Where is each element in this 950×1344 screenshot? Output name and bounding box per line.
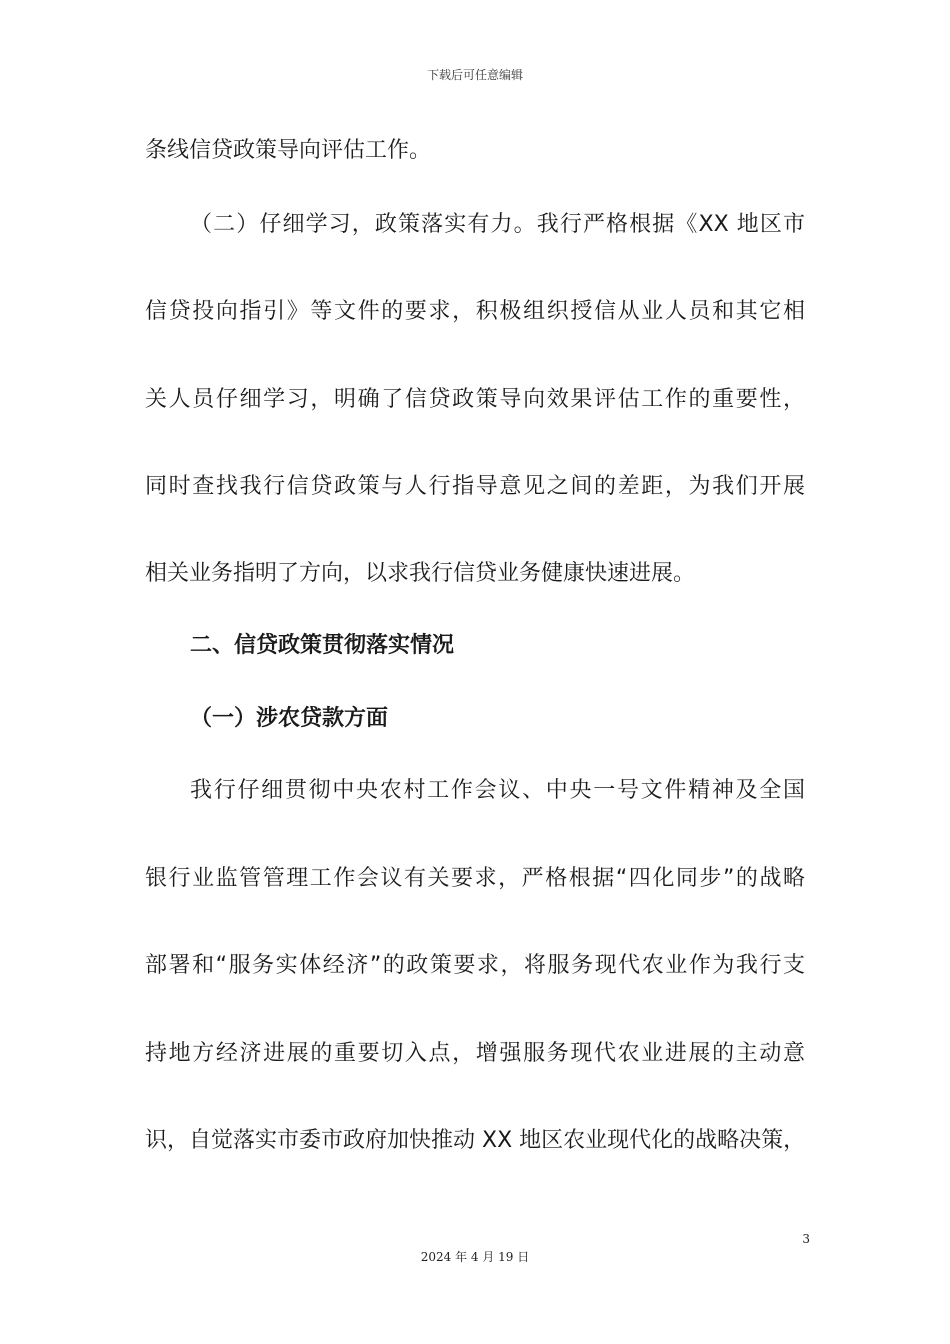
body-line: 相关业务指明了方向，以求我行信贷业务健康快速进展。 [145,561,696,586]
body-line: 同时查找我行信贷政策与人行指导意见之间的差距，为我们开展 [145,474,805,499]
subsection-heading: （一）涉农贷款方面 [190,706,389,731]
footer-date: 2024 年 4 月 19 日 [420,1250,530,1264]
body-line: 识，自觉落实市委市政府加快推动 XX 地区农业现代化的战略决策， [145,1128,806,1153]
body-line: 信贷投向指引》等文件的要求，积极组织授信从业人员和其它相 [145,299,805,324]
section-heading: 二、信贷政策贯彻落实情况 [190,633,455,658]
body-line: 持地方经济进展的重要切入点，增强服务现代农业进展的主动意 [145,1041,805,1066]
body-line: 部署和“服务实体经济”的政策要求，将服务现代农业作为我行支 [145,953,805,978]
body-line: 我行仔细贯彻中央农村工作会议、中央一号文件精神及全国 [190,778,805,803]
body-line: （二）仔细学习，政策落实有力。我行严格根据《XX 地区市 [190,212,805,237]
header-note: 下载后可任意编辑 [426,68,523,82]
body-line: 条线信贷政策导向评估工作。 [145,138,432,163]
body-line: 银行业监管管理工作会议有关要求，严格根据“四化同步”的战略 [145,866,805,891]
body-line: 关人员仔细学习，明确了信贷政策导向效果评估工作的重要性， [145,387,805,412]
page-number: 3 [802,1232,810,1246]
